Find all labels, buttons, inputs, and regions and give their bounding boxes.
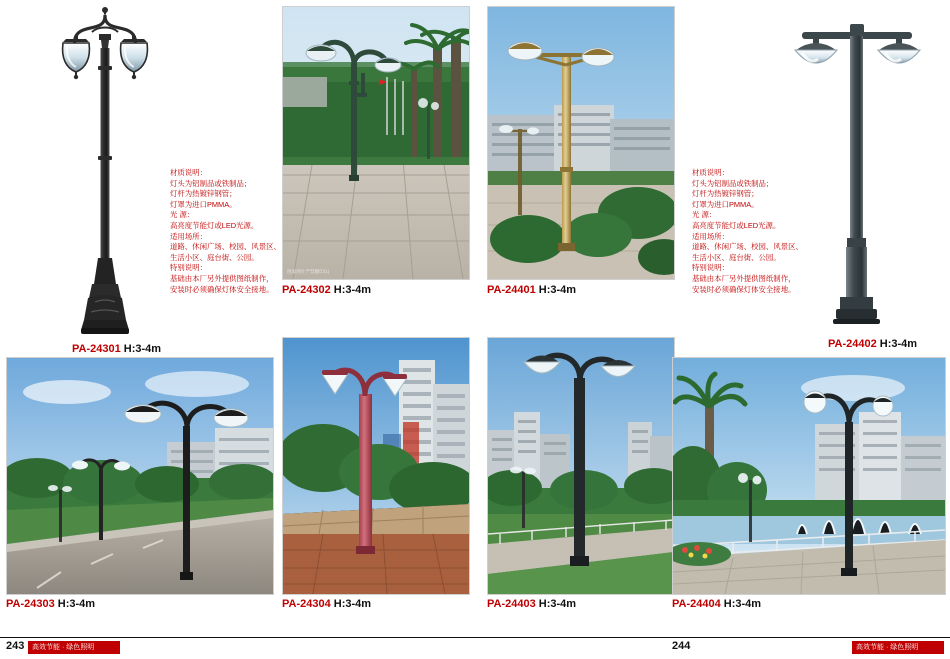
spec-usage-line-2-2: 生活小区、庭台街、公园。 xyxy=(692,252,781,262)
spec-line-2: 灯杆为热镀锌钢管； xyxy=(170,189,237,199)
page-footer xyxy=(0,637,950,659)
caption-pa24402 xyxy=(828,338,917,350)
spec-note-line-2: 安装时必须确保灯体安全接地。 xyxy=(170,284,274,294)
product-photo-pa24401 xyxy=(487,6,675,280)
product-drawing-pa24402 xyxy=(790,6,930,326)
product-height-pa24401: H:3-4m xyxy=(538,284,577,296)
product-height-pa24402: H:3-4m xyxy=(879,338,918,350)
spec-title: 材质说明： xyxy=(170,168,207,177)
caption-pa24404 xyxy=(672,598,761,610)
caption-pa24301 xyxy=(72,343,161,355)
product-height-pa24302: H:3-4m xyxy=(333,284,372,296)
spec-line-3: 灯罩为进口PMMA。 xyxy=(170,199,237,209)
product-id-pa24303: PA-24303 xyxy=(6,598,55,610)
spec-light-line-1-2: 高亮度节能灯或LED光源。 xyxy=(692,220,781,230)
spec-title-2: 材质说明： xyxy=(692,168,729,177)
product-height-pa24403: H:3-4m xyxy=(538,598,577,610)
product-photo-pa24304 xyxy=(282,337,470,595)
product-id-pa24401: PA-24401 xyxy=(487,284,536,296)
caption-pa24302 xyxy=(282,284,371,296)
spec-line-2-2: 灯杆为热镀锌钢管； xyxy=(692,189,759,199)
product-id-pa24304: PA-24304 xyxy=(282,598,331,610)
product-photo-pa24302 xyxy=(282,6,470,280)
spec-light-title-2: 光 源： xyxy=(692,210,717,220)
product-height-pa24303: H:3-4m xyxy=(57,598,96,610)
spec-line-1-2: 灯头为铝制品或铁制品； xyxy=(692,178,774,188)
product-photo-pa24404 xyxy=(672,357,946,595)
product-height-pa24304: H:3-4m xyxy=(333,598,372,610)
spec-usage-title: 适用场所： xyxy=(170,231,207,241)
svg-text:图案图片严禁翻印(1): 图案图片严禁翻印(1) xyxy=(287,269,330,274)
spec-usage-line-2: 生活小区、庭台街、公园。 xyxy=(170,252,259,262)
product-id-pa24404: PA-24404 xyxy=(672,598,721,610)
caption-pa24403 xyxy=(487,598,576,610)
page-number-right: 244 xyxy=(672,640,691,652)
product-height-pa24404: H:3-4m xyxy=(723,598,762,610)
spec-note-line-1: 基础由本厂另外提供图纸制作， xyxy=(170,273,274,283)
spec-line-3-2: 灯罩为进口PMMA。 xyxy=(692,199,759,209)
spec-usage-title-2: 适用场所： xyxy=(692,231,729,241)
spec-line-1: 灯头为铝制品或铁制品； xyxy=(170,178,252,188)
footer-rule xyxy=(0,637,950,638)
caption-pa24304 xyxy=(282,598,371,610)
product-drawing-pa24301 xyxy=(40,6,170,336)
spec-note-line-2-2: 安装时必须确保灯体安全接地。 xyxy=(692,284,796,294)
spec-note-title-2: 特别说明： xyxy=(692,263,729,273)
spec-usage-line-1-2: 道路、休闲广场、校园、风景区、 xyxy=(692,242,803,252)
caption-pa24303 xyxy=(6,598,95,610)
product-id-pa24301: PA-24301 xyxy=(72,343,121,355)
product-photo-pa24403 xyxy=(487,337,675,595)
spec-note-title: 特别说明： xyxy=(170,263,207,273)
spec-light-title: 光 源： xyxy=(170,210,195,220)
caption-pa24401 xyxy=(487,284,576,296)
page-number-left: 243 xyxy=(6,640,25,652)
product-height-pa24301: H:3-4m xyxy=(123,343,162,355)
product-id-pa24302: PA-24302 xyxy=(282,284,331,296)
spec-light-line-1: 高亮度节能灯或LED光源。 xyxy=(170,220,259,230)
spec-note-line-1-2: 基础由本厂另外提供图纸制作， xyxy=(692,273,796,283)
product-id-pa24403: PA-24403 xyxy=(487,598,536,610)
spec-block-left xyxy=(170,168,298,295)
spec-usage-line-1: 道路、休闲广场、校园、风景区、 xyxy=(170,242,281,252)
product-id-pa24402: PA-24402 xyxy=(828,338,877,350)
footer-bar-right: 高效节能 · 绿色照明 xyxy=(852,641,944,654)
footer-bar-left: 高效节能 · 绿色照明 xyxy=(28,641,120,654)
product-photo-pa24303 xyxy=(6,357,274,595)
